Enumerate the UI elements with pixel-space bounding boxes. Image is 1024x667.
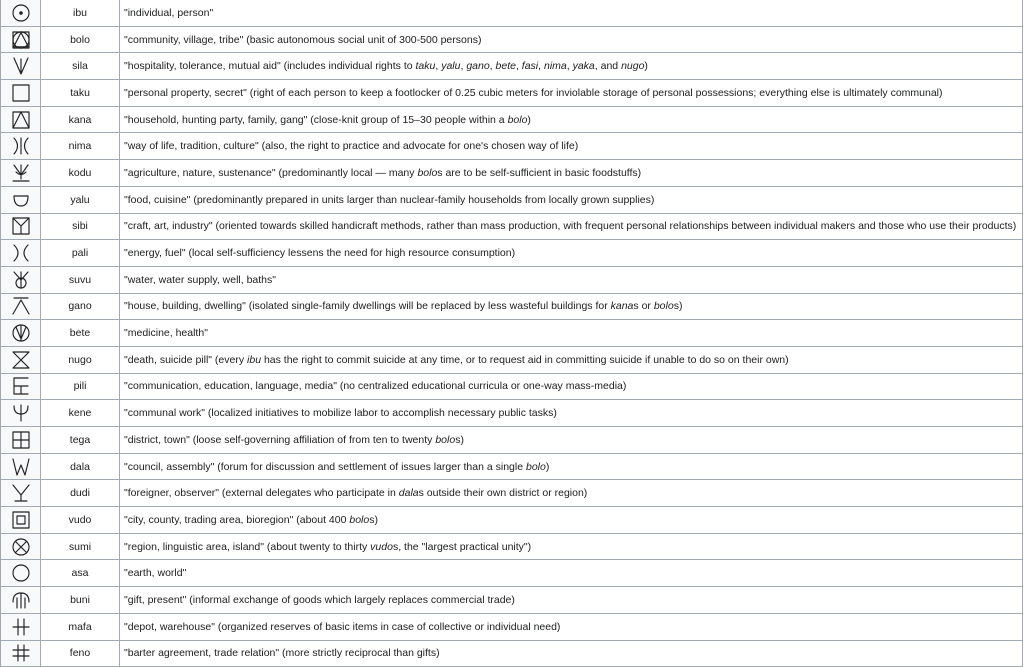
definition-text: s)	[455, 433, 464, 446]
definition-text: )	[644, 60, 648, 73]
double-v-icon	[11, 457, 31, 477]
symbol-cell	[1, 587, 41, 614]
definition-cell	[120, 346, 1023, 373]
half-circle-icon	[11, 190, 31, 210]
symbol-cell	[1, 293, 41, 320]
symbol-cell	[1, 133, 41, 160]
table-row	[1, 26, 1023, 53]
definition-text: "household, hunting party, family, gang" (close-knit group of 15–30 people within a	[124, 113, 508, 126]
circle-x-icon	[11, 537, 31, 557]
symbol-cell	[1, 480, 41, 507]
definition-text: ,	[435, 60, 442, 73]
definition-text: s, the "largest practical unity")	[392, 540, 532, 553]
symbol-cell	[1, 186, 41, 213]
definition-text: s outside their own district or region)	[418, 487, 588, 500]
table-row	[1, 240, 1023, 267]
word-cell: nima	[41, 133, 120, 160]
definition-text: "way of life, tradition, culture" (also, the right to practice and advocate for one's chosen way of life)	[124, 140, 579, 153]
definition-term: bete	[495, 60, 516, 73]
symbol-cell	[1, 427, 41, 454]
word-cell: sumi	[41, 533, 120, 560]
definition-term: fasi	[521, 60, 539, 73]
definition-text: "council, assembly" (forum for discussion and settlement of issues larger than a single	[124, 460, 526, 473]
hash-icon	[11, 643, 31, 663]
square-circle-triangle-icon	[11, 30, 31, 50]
definition-text: "water, water supply, well, baths"	[124, 273, 276, 286]
definition-text: "city, county, trading area, bioregion" (about 400	[124, 513, 350, 526]
symbol-cell	[1, 106, 41, 133]
bracket-bar-icon	[11, 376, 31, 396]
word-cell: suvu	[41, 266, 120, 293]
circle-v-icon	[11, 323, 31, 343]
table-row	[1, 587, 1023, 614]
definition-text: )	[545, 460, 550, 473]
definition-text: s)	[369, 513, 378, 526]
definition-cell	[120, 400, 1023, 427]
table-row	[1, 400, 1023, 427]
symbol-cell	[1, 373, 41, 400]
circle-icon	[11, 563, 31, 583]
table-row	[1, 346, 1023, 373]
definition-term: yalu	[441, 60, 461, 73]
table-row	[1, 533, 1023, 560]
table-row	[1, 640, 1023, 667]
word-cell: pili	[41, 373, 120, 400]
word-cell: dudi	[41, 480, 120, 507]
hourglass-icon	[11, 350, 31, 370]
definition-cell	[120, 186, 1023, 213]
word-cell: asa	[41, 560, 120, 587]
definition-cell	[120, 133, 1023, 160]
definition-text: ,	[515, 60, 522, 73]
word-cell: sila	[41, 53, 120, 80]
symbol-cell	[1, 400, 41, 427]
v-brackets-base-icon	[11, 163, 31, 183]
symbol-cell	[1, 346, 41, 373]
word-cell: taku	[41, 80, 120, 107]
square-triangle-icon	[11, 110, 31, 130]
definition-cell	[120, 0, 1023, 26]
v-circle-icon	[11, 270, 31, 290]
brackets-icon	[11, 243, 31, 263]
double-bar-cross-icon	[11, 617, 31, 637]
symbol-cell	[1, 320, 41, 347]
definition-text: "earth, world"	[124, 567, 187, 580]
table-row	[1, 133, 1023, 160]
definition-term: bolo	[653, 300, 674, 313]
definition-term: yaka	[572, 60, 595, 73]
table-row	[1, 53, 1023, 80]
vocabulary-table-body	[1, 0, 1023, 667]
definition-text: "communal work" (localized initiatives to mobilize labor to accomplish necessary public tasks)	[124, 407, 557, 420]
word-cell: kodu	[41, 160, 120, 187]
definition-cell	[120, 160, 1023, 187]
definition-term: bolo	[417, 166, 438, 179]
table-row	[1, 613, 1023, 640]
definition-cell	[120, 427, 1023, 454]
symbol-cell	[1, 53, 41, 80]
symbol-cell	[1, 453, 41, 480]
caret-bar-icon	[11, 296, 31, 316]
definition-text: ,	[538, 60, 544, 73]
brackets-line-icon	[11, 136, 31, 156]
definition-term: bolo	[435, 433, 456, 446]
definition-text: "energy, fuel" (local self-sufficiency lessens the need for high resource consumption)	[124, 247, 516, 260]
table-row	[1, 373, 1023, 400]
definition-text: "death, suicide pill" (every	[124, 353, 248, 366]
definition-text: "foreigner, observer" (external delegates who participate in	[124, 487, 399, 500]
symbol-cell	[1, 533, 41, 560]
definition-term: bolo	[349, 513, 370, 526]
definition-text: "barter agreement, trade relation" (more strictly reciprocal than gifts)	[124, 647, 440, 660]
definition-term: kana	[610, 300, 634, 313]
symbol-cell	[1, 240, 41, 267]
definition-text: s or	[633, 300, 654, 313]
symbol-cell	[1, 640, 41, 667]
definition-text: ,	[489, 60, 496, 73]
table-row	[1, 480, 1023, 507]
v-tail-icon	[11, 483, 31, 503]
word-cell: tega	[41, 427, 120, 454]
definition-text: "agriculture, nature, sustenance" (predominantly local — many	[124, 166, 418, 179]
word-cell: ibu	[41, 0, 120, 26]
table-row	[1, 560, 1023, 587]
definition-text: ,	[460, 60, 467, 73]
definition-cell	[120, 320, 1023, 347]
nested-square-icon	[11, 510, 31, 530]
circle-dot-icon	[11, 3, 31, 23]
word-cell: vudo	[41, 507, 120, 534]
definition-cell	[120, 480, 1023, 507]
symbol-cell	[1, 80, 41, 107]
symbol-cell	[1, 613, 41, 640]
definition-cell	[120, 373, 1023, 400]
table-row	[1, 213, 1023, 240]
definition-cell	[120, 533, 1023, 560]
symbol-cell	[1, 560, 41, 587]
definition-cell	[120, 293, 1023, 320]
table-row	[1, 160, 1023, 187]
definition-text: "individual, person"	[124, 6, 214, 19]
word-cell: mafa	[41, 613, 120, 640]
arch-lines-icon	[11, 590, 31, 610]
word-cell: nugo	[41, 346, 120, 373]
definition-text: "personal property, secret" (right of each person to keep a footlocker of 0.25 cubic meters for inviolable storage of personal possessions; everything else is ultimately communal)	[124, 86, 943, 99]
symbol-cell	[1, 0, 41, 26]
symbol-cell	[1, 213, 41, 240]
table-row	[1, 186, 1023, 213]
word-cell: pali	[41, 240, 120, 267]
v-line-icon	[11, 56, 31, 76]
definition-text: )	[527, 113, 531, 126]
symbol-cell	[1, 160, 41, 187]
definition-text: "house, building, dwelling" (isolated single-family dwellings will be replaced by less wasteful buildings for	[124, 300, 611, 313]
definition-cell	[120, 587, 1023, 614]
symbol-cell	[1, 507, 41, 534]
square-cross-icon	[11, 430, 31, 450]
word-cell: kana	[41, 106, 120, 133]
definition-text: "district, town" (loose self-governing affiliation of from ten to twenty	[124, 433, 436, 446]
word-cell: buni	[41, 587, 120, 614]
definition-cell	[120, 613, 1023, 640]
definition-text: ,	[566, 60, 573, 73]
trident-icon	[11, 403, 31, 423]
definition-cell	[120, 213, 1023, 240]
definition-text: "craft, art, industry" (oriented towards skilled handicraft methods, rather than mass production, with frequent personal relationships between individual makers and those who use their products)	[124, 220, 1017, 233]
definition-term: vudo	[370, 540, 393, 553]
definition-cell	[120, 266, 1023, 293]
table-row	[1, 266, 1023, 293]
word-cell: sibi	[41, 213, 120, 240]
square-icon	[11, 83, 31, 103]
definition-cell	[120, 106, 1023, 133]
word-cell: gano	[41, 293, 120, 320]
definition-cell	[120, 26, 1023, 53]
table-row	[1, 453, 1023, 480]
symbol-cell	[1, 266, 41, 293]
definition-term: nima	[543, 60, 567, 73]
definition-term: ibu	[247, 353, 262, 366]
definition-term: nugo	[621, 60, 645, 73]
definition-term: bolo	[525, 460, 546, 473]
word-cell: dala	[41, 453, 120, 480]
table-row	[1, 106, 1023, 133]
definition-cell	[120, 453, 1023, 480]
definition-text: "food, cuisine" (predominantly prepared in units larger than nuclear-family households from locally grown supplies)	[124, 193, 655, 206]
definition-term: bolo	[507, 113, 528, 126]
definition-text: "medicine, health"	[124, 327, 208, 340]
definition-term: gano	[466, 60, 490, 73]
definition-cell	[120, 80, 1023, 107]
definition-text: "region, linguistic area, island" (about twenty to thirty	[124, 540, 371, 553]
word-cell: feno	[41, 640, 120, 667]
table-row	[1, 320, 1023, 347]
definition-text: s are to be self-sufficient in basic foodstuffs)	[437, 166, 642, 179]
definition-text: , and	[594, 60, 622, 73]
definition-text: "hospitality, tolerance, mutual aid" (includes individual rights to	[124, 60, 416, 73]
definition-text: s)	[673, 300, 683, 313]
definition-cell	[120, 640, 1023, 667]
table-row	[1, 507, 1023, 534]
symbol-cell	[1, 26, 41, 53]
definition-term: dala	[398, 487, 419, 500]
table-row	[1, 0, 1023, 26]
table-row	[1, 427, 1023, 454]
word-cell: kene	[41, 400, 120, 427]
definition-text: has the right to commit suicide at any time, or to request aid in committing suicide if unable to do so on their own)	[261, 353, 789, 366]
table-row	[1, 293, 1023, 320]
definition-cell	[120, 507, 1023, 534]
definition-term: taku	[415, 60, 436, 73]
word-cell: yalu	[41, 186, 120, 213]
definition-text: "community, village, tribe" (basic autonomous social unit of 300-500 persons)	[124, 33, 482, 46]
square-v-icon	[11, 216, 31, 236]
definition-cell	[120, 560, 1023, 587]
word-cell: bete	[41, 320, 120, 347]
definition-text: "depot, warehouse" (organized reserves of basic items in case of collective or individual need)	[124, 620, 561, 633]
definition-cell	[120, 53, 1023, 80]
word-cell: bolo	[41, 26, 120, 53]
table-row	[1, 80, 1023, 107]
definition-text: "communication, education, language, media" (no centralized educational curricula or one-way mass-media)	[124, 380, 627, 393]
definition-cell	[120, 240, 1023, 267]
definition-text: "gift, present" (informal exchange of goods which largely replaces commercial trade)	[124, 593, 515, 606]
